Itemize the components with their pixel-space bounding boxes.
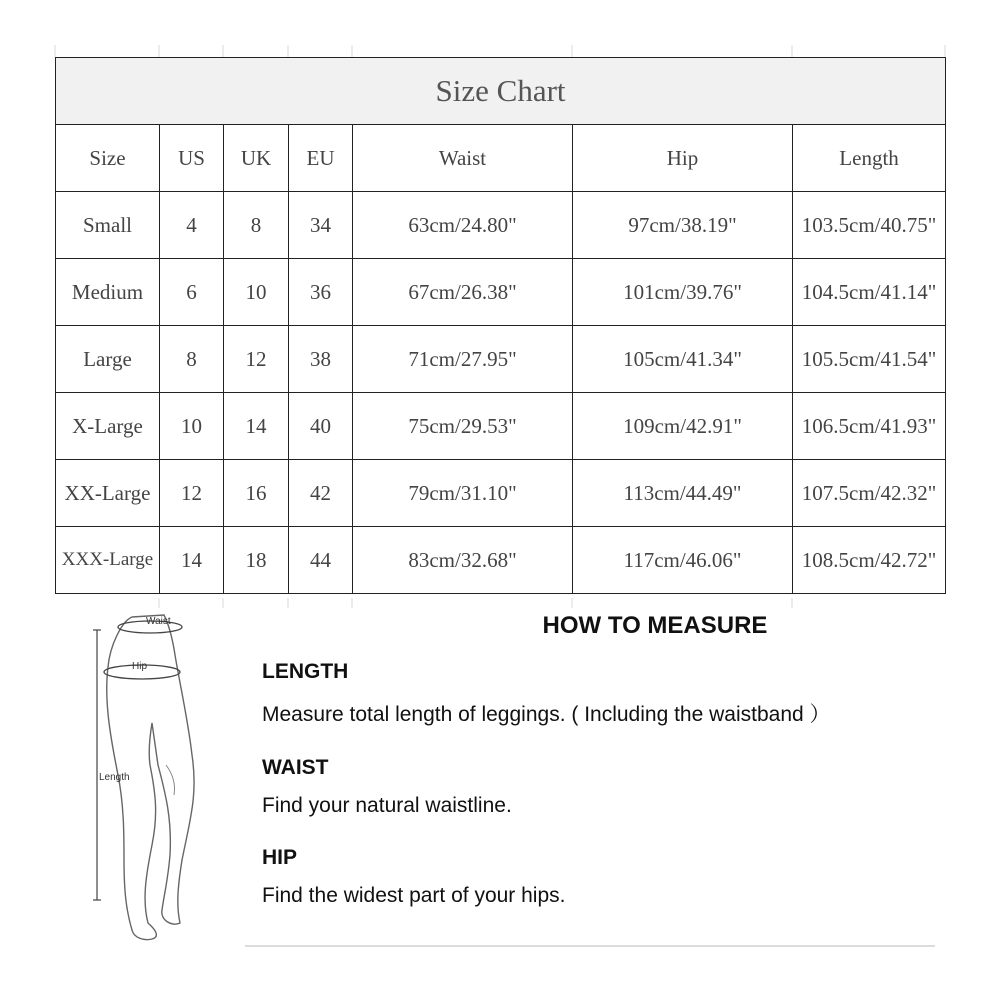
hip-cell: 101cm/39.76"	[573, 259, 793, 326]
header-size: Size	[56, 125, 160, 192]
size-cell: XXX-Large	[56, 527, 160, 594]
header-eu: EU	[289, 125, 353, 192]
hip-description: Find the widest part of your hips.	[262, 884, 566, 907]
us-cell: 8	[160, 326, 224, 393]
eu-cell: 40	[289, 393, 353, 460]
length-cell: 104.5cm/41.14"	[793, 259, 946, 326]
length-cell: 106.5cm/41.93"	[793, 393, 946, 460]
header-us: US	[160, 125, 224, 192]
header-length: Length	[793, 125, 946, 192]
table-row	[56, 259, 946, 326]
table-title: Size Chart	[56, 58, 946, 125]
header-waist: Waist	[353, 125, 573, 192]
length-heading: LENGTH	[262, 660, 349, 683]
length-figure-label: Length	[99, 772, 130, 783]
size-cell: XX-Large	[56, 460, 160, 527]
length-cell: 108.5cm/42.72"	[793, 527, 946, 594]
us-cell: 14	[160, 527, 224, 594]
table-row	[56, 460, 946, 527]
length-cell: 105.5cm/41.54"	[793, 326, 946, 393]
uk-cell: 16	[224, 460, 289, 527]
hip-cell: 117cm/46.06"	[573, 527, 793, 594]
waist-cell: 75cm/29.53"	[353, 393, 573, 460]
hip-cell: 113cm/44.49"	[573, 460, 793, 527]
uk-cell: 8	[224, 192, 289, 259]
header-hip: Hip	[573, 125, 793, 192]
waist-cell: 83cm/32.68"	[353, 527, 573, 594]
how-to-measure-heading: HOW TO MEASURE	[542, 612, 768, 639]
length-cell: 107.5cm/42.32"	[793, 460, 946, 527]
size-cell: Small	[56, 192, 160, 259]
size-chart-table	[55, 57, 946, 594]
leggings-figure-illustration	[80, 605, 210, 950]
waist-description: Find your natural waistline.	[262, 794, 512, 817]
hip-cell: 109cm/42.91"	[573, 393, 793, 460]
length-cell: 103.5cm/40.75"	[793, 192, 946, 259]
header-row	[56, 125, 946, 192]
us-cell: 12	[160, 460, 224, 527]
eu-cell: 38	[289, 326, 353, 393]
divider	[245, 945, 935, 947]
size-cell: X-Large	[56, 393, 160, 460]
table-row	[56, 527, 946, 594]
hip-heading: HIP	[262, 846, 298, 869]
eu-cell: 34	[289, 192, 353, 259]
waist-cell: 71cm/27.95"	[353, 326, 573, 393]
table-row	[56, 393, 946, 460]
waist-heading: WAIST	[262, 756, 329, 779]
hip-cell: 105cm/41.34"	[573, 326, 793, 393]
table-row	[56, 192, 946, 259]
header-uk: UK	[224, 125, 289, 192]
table-row	[56, 326, 946, 393]
size-cell: Medium	[56, 259, 160, 326]
waist-cell: 67cm/26.38"	[353, 259, 573, 326]
hip-figure-label: Hip	[132, 661, 148, 672]
us-cell: 4	[160, 192, 224, 259]
hip-cell: 97cm/38.19"	[573, 192, 793, 259]
waist-figure-label: Waist	[146, 616, 171, 627]
uk-cell: 10	[224, 259, 289, 326]
title-row	[56, 58, 946, 125]
eu-cell: 44	[289, 527, 353, 594]
waist-cell: 79cm/31.10"	[353, 460, 573, 527]
us-cell: 6	[160, 259, 224, 326]
uk-cell: 14	[224, 393, 289, 460]
length-description: Measure total length of leggings. ( Including the waistband ）	[262, 703, 831, 726]
uk-cell: 18	[224, 527, 289, 594]
uk-cell: 12	[224, 326, 289, 393]
eu-cell: 36	[289, 259, 353, 326]
us-cell: 10	[160, 393, 224, 460]
size-cell: Large	[56, 326, 160, 393]
how-to-measure-section	[245, 612, 935, 936]
eu-cell: 42	[289, 460, 353, 527]
waist-cell: 63cm/24.80"	[353, 192, 573, 259]
